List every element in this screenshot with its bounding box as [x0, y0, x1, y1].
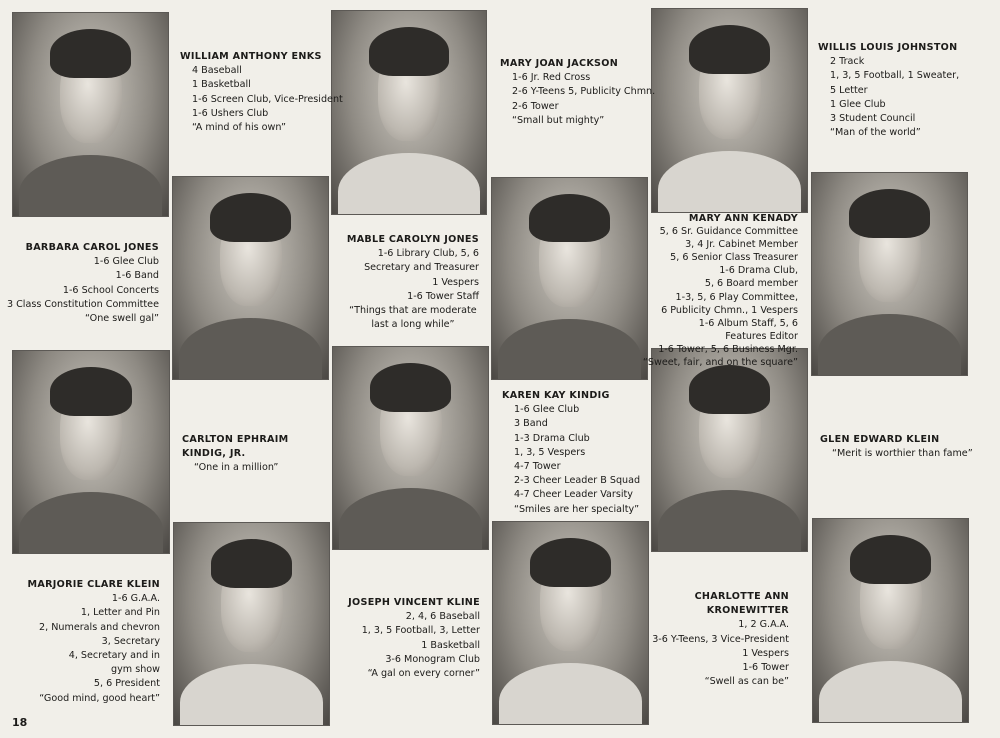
student-name: MABLE CAROLYN JONES	[346, 234, 479, 245]
activity-line: 1 Basketball	[421, 639, 480, 651]
student-motto: “Things that are moderate	[349, 305, 477, 317]
activity-line: 1-6 School Concerts	[62, 284, 159, 296]
activity-line: 2, Numerals and chevron	[39, 621, 160, 633]
activity-line: 1-6 Ushers Club	[192, 107, 269, 119]
activity-line: 2-3 Cheer Leader B Squad	[514, 475, 641, 487]
portrait-photo-mable-jones	[491, 177, 648, 380]
activity-line: 1-6 Tower Staff	[407, 290, 479, 302]
portrait-photo-kenady	[811, 172, 968, 376]
activity-line: 2-6 Tower	[512, 100, 559, 112]
activity-line: 1-3, 5, 6 Play Committee,	[675, 291, 798, 303]
activity-line: 2 Track	[830, 56, 865, 68]
student-name: KAREN KAY KINDIG	[502, 390, 610, 401]
portrait-photo-marjorie-klein	[173, 522, 330, 726]
activity-line: 4 Baseball	[192, 65, 242, 77]
activity-line: 1, 3, 5 Vespers	[514, 446, 586, 458]
student-name-continued: KRONEWITTER	[706, 605, 789, 617]
activity-line: 2, 4, 6 Baseball	[405, 611, 480, 623]
activity-line: 4-7 Cheer Leader Varsity	[514, 489, 633, 501]
activity-line: 3-6 Y-Teens, 3 Vice-President	[652, 633, 789, 645]
activity-line: 1-3 Drama Club	[514, 432, 590, 444]
student-entry-carlton-kindig	[182, 433, 289, 476]
activity-line: 2-6 Y-Teens 5, Publicity Chmn.	[512, 86, 656, 98]
student-motto: “A gal on every corner”	[367, 668, 480, 680]
activity-line: 1, 3, 5 Football, 3, Letter	[361, 625, 480, 637]
student-name: CARLTON EPHRAIM	[182, 434, 289, 445]
student-motto: “A mind of his own”	[192, 122, 286, 134]
portrait-photo-kline	[492, 521, 649, 725]
student-motto: “Good mind, good heart”	[39, 692, 160, 704]
student-name: MARJORIE CLARE KLEIN	[27, 579, 160, 590]
activity-line: 1 Vespers	[742, 647, 789, 659]
activity-line: 4-7 Tower	[514, 461, 561, 473]
student-name: WILLIS LOUIS JOHNSTON	[818, 42, 958, 53]
portrait-photo-barbara-jones	[172, 176, 329, 380]
activity-line: 1-6 Glee Club	[93, 256, 159, 268]
activity-line: 3-6 Monogram Club	[385, 653, 480, 665]
activity-line: 3 Student Council	[830, 113, 916, 125]
student-entry-mable-jones	[347, 233, 479, 332]
student-motto: “Swell as can be”	[704, 676, 789, 688]
activity-line: 6 Publicity Chmn., 1 Vespers	[661, 304, 798, 316]
student-motto: “Small but mighty”	[512, 114, 605, 126]
student-name: GLEN EDWARD KLEIN	[820, 434, 940, 445]
student-name-continued: KINDIG, JR.	[182, 448, 246, 460]
portrait-photo-karen-kindig	[332, 346, 489, 550]
activity-line: Secretary and Treasurer	[364, 262, 479, 274]
student-entry-marjorie-klein	[28, 578, 161, 706]
page-number: 18	[12, 716, 28, 729]
activity-line: 1, 2 G.A.A.	[738, 619, 789, 631]
activity-line: 4, Secretary and in	[68, 650, 160, 662]
activity-line: 1-6 Screen Club, Vice-President	[192, 93, 343, 105]
student-entry-kenady	[643, 212, 798, 369]
activity-line: 1-6 Library Club, 5, 6	[377, 248, 479, 260]
student-motto: “Man of the world”	[830, 127, 921, 139]
student-entry-johnston	[818, 41, 959, 140]
student-motto: “Sweet, fair, and on the square”	[642, 357, 798, 369]
student-name: MARY ANN KENADY	[688, 213, 798, 224]
activity-line: 1-6 Jr. Red Cross	[512, 72, 591, 84]
portrait-photo-jackson	[331, 10, 487, 215]
activity-line: 1, 3, 5 Football, 1 Sweater,	[830, 70, 960, 82]
student-motto: “One in a million”	[194, 462, 279, 474]
activity-line: 3 Class Constitution Committee	[6, 298, 159, 310]
student-motto: last a long while”	[371, 319, 455, 331]
activity-line: 1-6 G.A.A.	[111, 593, 160, 605]
student-entry-glen-klein	[820, 433, 973, 461]
student-name: BARBARA CAROL JONES	[25, 242, 159, 253]
activity-line: 3, 4 Jr. Cabinet Member	[685, 239, 798, 251]
activity-line: 1 Glee Club	[830, 98, 886, 110]
activity-line: 1-6 Tower, 5, 6 Business Mgr.	[658, 343, 798, 355]
activity-line: 1 Basketball	[192, 79, 251, 91]
portrait-photo-johnston	[651, 8, 808, 213]
activity-line: 1-6 Tower	[742, 662, 789, 674]
activity-line: 5, 6 Sr. Guidance Committee	[659, 226, 798, 238]
activity-line: 1-6 Glee Club	[514, 404, 580, 416]
activity-line: 3 Band	[514, 418, 548, 430]
activity-line: 5, 6 President	[93, 678, 160, 690]
activity-line: gym show	[111, 664, 160, 676]
activity-line: 1, Letter and Pin	[80, 607, 160, 619]
student-motto: “Smiles are her specialty”	[514, 503, 640, 515]
portrait-photo-enks	[12, 12, 169, 217]
activity-line: 5 Letter	[830, 84, 868, 96]
student-name: JOSEPH VINCENT KLINE	[348, 597, 480, 608]
activity-line: 1 Vespers	[432, 276, 479, 288]
portrait-photo-carlton-kindig	[12, 350, 170, 554]
activity-line: 5, 6 Senior Class Treasurer	[670, 252, 798, 264]
student-entry-barbara-jones	[7, 241, 159, 326]
portrait-photo-glen-klein	[651, 348, 808, 552]
student-entry-karen-kindig	[502, 389, 640, 517]
student-name: WILLIAM ANTHONY ENKS	[180, 51, 322, 62]
activity-line: 5, 6 Board member	[704, 278, 798, 290]
student-motto: “One swell gal”	[85, 313, 159, 325]
student-name: MARY JOAN JACKSON	[500, 58, 619, 69]
student-entry-kline	[348, 596, 480, 681]
student-name: CHARLOTTE ANN	[694, 591, 789, 602]
student-entry-jackson	[500, 57, 655, 128]
portrait-photo-kronewitter	[812, 518, 969, 723]
student-entry-enks	[180, 50, 343, 135]
student-entry-kronewitter	[652, 590, 789, 689]
student-motto: “Merit is worthier than fame”	[832, 448, 973, 460]
activity-line: 3, Secretary	[101, 635, 160, 647]
activity-line: Features Editor	[725, 330, 798, 342]
activity-line: 1-6 Band	[115, 270, 159, 282]
activity-line: 1-6 Drama Club,	[719, 265, 798, 277]
activity-line: 1-6 Album Staff, 5, 6	[698, 317, 798, 329]
